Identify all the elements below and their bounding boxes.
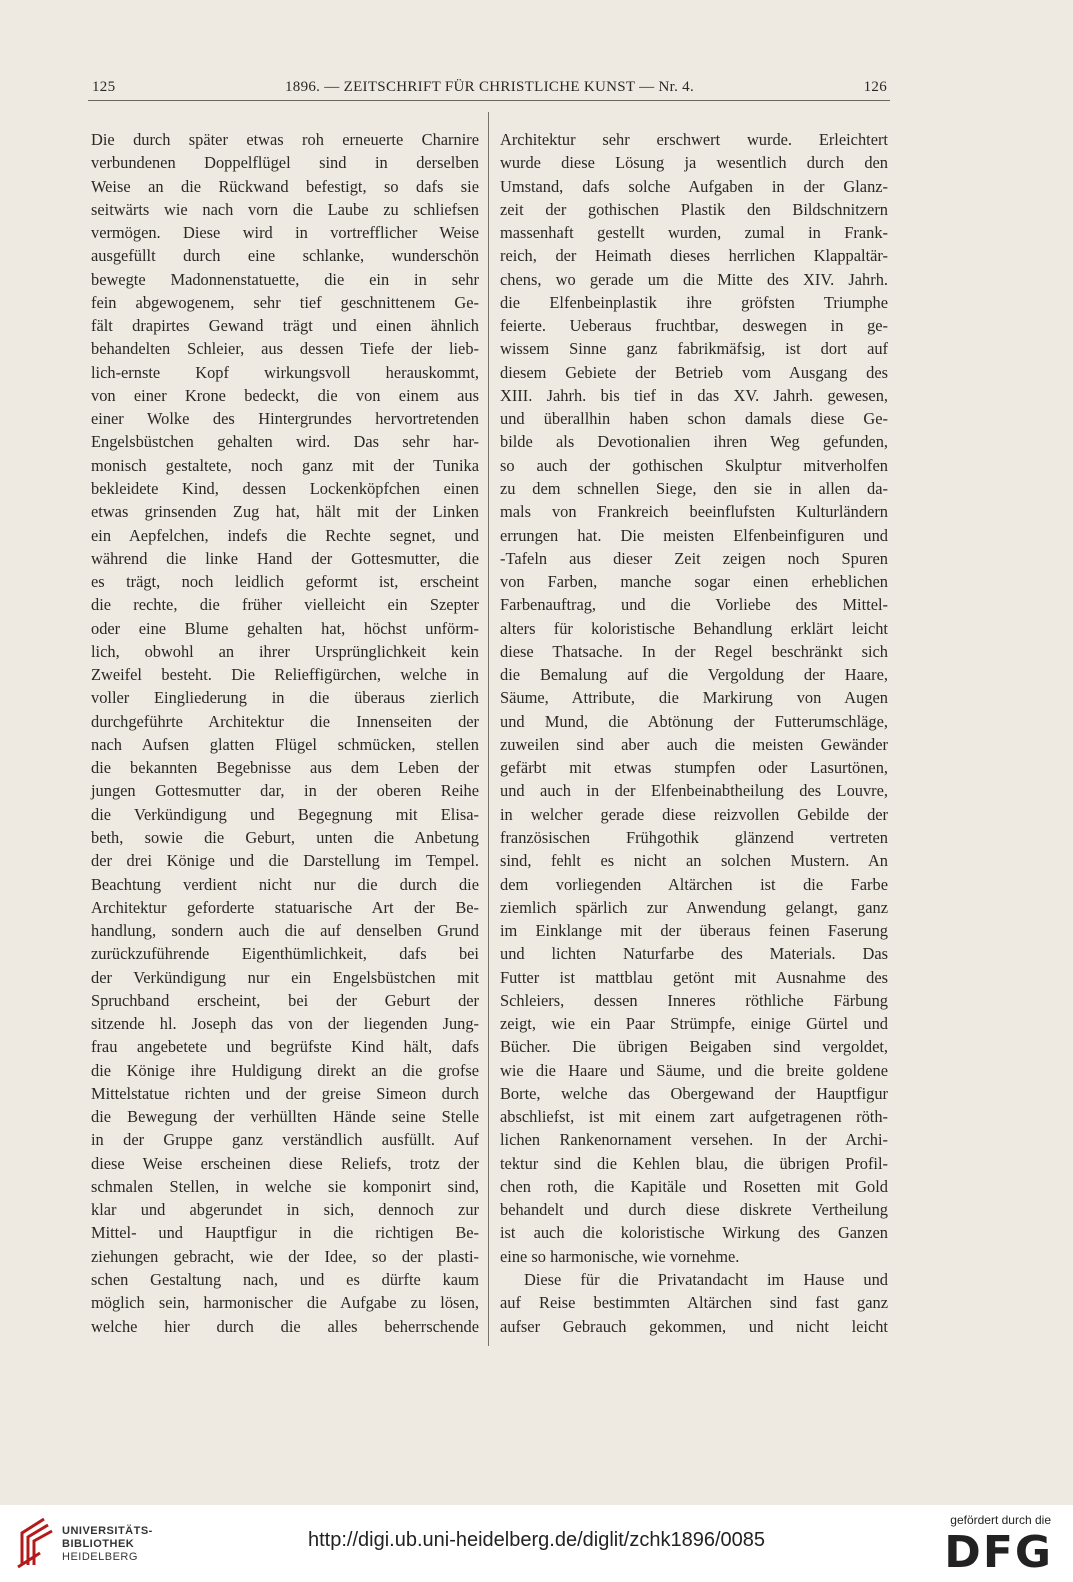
library-name-line1: UNIVERSITÄTS- — [62, 1525, 153, 1537]
text-line: und auch in der Elfenbeinabtheilung des Louvre, — [500, 781, 888, 801]
text-line: Schleiers, dessen Inneres röthliche Färbung — [500, 990, 888, 1010]
text-line: klar und abgerundet in sich, dennoch zur — [91, 1200, 479, 1220]
text-line: zuweilen sind aber auch die meisten Gewänder — [500, 734, 888, 754]
text-line: die Bewegung der verhüllten Hände seine Stelle — [91, 1107, 479, 1127]
text-line: Architektur geforderte statuarische Art der Be- — [91, 897, 479, 917]
text-line: Zweifel besteht. Die Relieffigürchen, welche in — [91, 665, 479, 685]
text-line: handlung, sondern auch die auf denselben Grund — [91, 921, 479, 941]
text-line: französischen Frühgothik glänzend vertreten — [500, 827, 888, 847]
text-line: durchgeführte Architektur die Innenseiten der — [91, 711, 479, 731]
text-line: ziemlich spärlich zur Anwendung gelangt, ganz — [500, 897, 888, 917]
text-line: Futter ist mattblau getönt mit Ausnahme des — [500, 967, 888, 987]
text-line: so auch der gothischen Skulptur mitverholfen — [500, 455, 888, 475]
dfg-logo: DFG — [944, 1527, 1053, 1578]
text-line: Mittel- und Hauptfigur in die richtigen Be- — [91, 1223, 479, 1243]
text-line: -Tafeln aus dieser Zeit zeigen noch Spuren — [500, 548, 888, 568]
text-line: etwas grinsenden Zug hat, hält mit der Linken — [91, 502, 479, 522]
text-line: monisch gestaltete, noch ganz mit der Tunika — [91, 455, 479, 475]
text-line: chen roth, die Kapitäle und Rosetten mit Gold — [500, 1176, 888, 1196]
text-line: möglich sein, harmonischer die Aufgabe zu lösen, — [91, 1293, 479, 1313]
text-line: sitzende hl. Joseph das von der liegenden Jung- — [91, 1014, 479, 1034]
text-line: zu dem schnellen Siege, den sie in allen da- — [500, 478, 888, 498]
text-line: auf Reise bestimmten Altärchen sind fast ganz — [500, 1293, 888, 1313]
text-line: eine so harmonische, wie vornehme. — [500, 1246, 740, 1266]
running-header — [92, 76, 887, 98]
text-line: ziehungen gebracht, wie der Idee, so der plasti- — [91, 1246, 479, 1266]
text-line: bekleidete Kind, dessen Lockenköpfchen einen — [91, 478, 479, 498]
text-line: Borte, welche das Obergewand der Hauptfigur — [500, 1083, 888, 1103]
text-line: fält drapirtes Gewand trägt und einen ähnlich — [91, 316, 479, 336]
text-line: feierte. Ueberaus fruchtbar, deswegen in ge- — [500, 316, 888, 336]
footer-bar — [0, 1505, 1073, 1582]
text-line: diesem Gebiete der Betrieb vom Ausgang des — [500, 362, 888, 382]
text-line: wurde diese Lösung ja wesentlich durch den — [500, 153, 888, 173]
text-line: abschliefst, ist mit einem zart aufgetragenen röth- — [500, 1107, 888, 1127]
text-line: der drei Könige und die Darstellung im Tempel. — [91, 851, 479, 871]
text-line: Umstand, dafs solche Aufgaben in der Glanz- — [500, 176, 888, 196]
text-line: fein abgewogenem, sehr tief geschnittenem Ge- — [91, 292, 479, 312]
text-line: Spruchband erscheint, bei der Geburt der — [91, 990, 479, 1010]
text-line: voller Eingliederung in die überaus zierlich — [91, 688, 479, 708]
permalink-url[interactable]: http://digi.ub.uni-heidelberg.de/diglit/zchk1896/0085 — [308, 1529, 765, 1551]
text-line: Die durch später etwas roh erneuerte Charnire — [91, 130, 479, 149]
library-name-line3: HEIDELBERG — [62, 1551, 138, 1563]
text-line: in welcher gerade diese reizvollen Gebilde der — [500, 804, 888, 824]
text-line: beth, sowie die Geburt, unten die Anbetung — [91, 827, 479, 847]
text-line: dem vorliegenden Altärchen ist die Farbe — [500, 874, 888, 894]
left-column — [91, 128, 479, 1338]
page-number-left: 125 — [92, 79, 116, 95]
text-line: Mittelstatue richten und der greise Simeon durch — [91, 1083, 479, 1103]
running-title: 1896. — ZEITSCHRIFT FÜR CHRISTLICHE KUNST — Nr. 4. — [284, 79, 695, 95]
text-line: zeigt, wie ein Paar Strümpfe, einige Gürtel und — [500, 1014, 888, 1034]
text-line: und überallhin haben schon damals diese Ge- — [500, 409, 888, 429]
text-line: massenhaft gestellt wurden, zumal in Frank- — [500, 223, 888, 243]
text-line: zurückzuführende Eigenthümlichkeit, dafs bei — [91, 944, 479, 964]
text-line: behandelt und durch diese diskrete Vertheilung — [500, 1200, 888, 1220]
text-line: die rechte, die früher vielleicht ein Szepter — [91, 595, 479, 615]
column-divider — [488, 112, 489, 1346]
text-line: der Verkündigung nur ein Engelsbüstchen mit — [91, 967, 479, 987]
text-line: und Mund, die Abtönung der Futterumschläge, — [500, 711, 888, 731]
text-line: lich, obwohl an ihrer Ursprünglichkeit kein — [91, 641, 479, 661]
text-line: die Elfenbeinplastik ihre gröfsten Triumphe — [500, 292, 888, 312]
text-line: Farbenauftrag, und die Vorliebe des Mittel- — [500, 595, 888, 615]
text-line: von Farben, manche sogar einen erheblichen — [500, 572, 888, 592]
text-line: ein Aepfelchen, indefs die Rechte segnet, und — [91, 525, 479, 545]
text-line: bewegte Madonnenstatuette, die ein in sehr — [91, 269, 479, 289]
text-line: behandelten Schleier, aus dessen Tiefe der lieb- — [91, 339, 479, 359]
text-line: die Könige ihre Huldigung direkt an die grofse — [91, 1060, 479, 1080]
text-line: oder eine Blume gehalten hat, höchst unförm- — [91, 618, 479, 638]
text-line: gefärbt mit etwas stumpfen oder Lasurtönen, — [500, 758, 888, 778]
text-line: ausgefüllt durch eine schlanke, wunderschön — [91, 246, 479, 266]
text-line: von einer Krone bedeckt, die von einem aus — [91, 385, 479, 405]
header-rule — [88, 100, 890, 101]
text-line: tektur sind die Kehlen blau, die übrigen Profil- — [500, 1153, 888, 1173]
text-line: die bekannten Begebnisse aus dem Leben der — [91, 758, 479, 778]
text-line: zeit der gothischen Plastik den Bildschnitzern — [500, 199, 888, 219]
text-line: schmalen Stellen, in welche sie komponirt sind, — [91, 1176, 479, 1196]
text-line: während die linke Hand der Gottesmutter, die — [91, 548, 479, 568]
text-line: diese Weise erscheinen diese Reliefs, trotz der — [91, 1153, 479, 1173]
text-line: bilde als Devotionalien ihren Weg gefunden, — [500, 432, 888, 452]
text-line: jungen Gottesmutter dar, in der oberen Reihe — [91, 781, 479, 801]
text-line: mals von Frankreich beeinflufsten Kulturländern — [500, 502, 888, 522]
text-line: einer Wolke des Hintergrundes hervortretenden — [91, 409, 479, 429]
text-line: im Einklange mit der überaus feinen Faserung — [500, 921, 888, 941]
text-line: ist auch die koloristische Wirkung des Ganzen — [500, 1223, 888, 1243]
text-line: wissem Sinne ganz fabrikmäfsig, ist dort auf — [500, 339, 888, 359]
text-line: alters für koloristische Behandlung erklärt leicht — [500, 618, 888, 638]
text-line: Weise an die Rückwand befestigt, so dafs sie — [91, 176, 479, 196]
text-line: Diese für die Privatandacht im Hause und — [524, 1270, 888, 1290]
text-line: Beachtung verdient nicht nur die durch die — [91, 874, 479, 894]
text-line: lichen Rankenornament versehen. In der Archi- — [500, 1130, 888, 1150]
text-line: die Verkündigung und Begegnung mit Elisa- — [91, 804, 479, 824]
text-line: reich, der Heimath dieses herrlichen Klappaltär- — [500, 246, 888, 266]
text-line: Säume, Attribute, die Markirung von Augen — [500, 688, 888, 708]
text-line: frau angebetete und begrüfste Kind hält, dafs — [91, 1037, 479, 1057]
text-line: aufser Gebrauch gekommen, und nicht leicht — [500, 1316, 888, 1336]
funder-caption: gefördert durch die — [950, 1513, 1051, 1527]
text-line: lich-ernste Kopf wirkungsvoll herauskommt, — [91, 362, 479, 382]
text-line: schen Gestaltung nach, und es dürfte kaum — [91, 1270, 479, 1290]
text-line: vermögen. Diese wird in vortrefflicher Weise — [91, 223, 479, 243]
text-line: welche hier durch die alles beherrschende — [91, 1316, 479, 1336]
text-line: verbundenen Doppelflügel sind in derselben — [91, 153, 479, 173]
text-line: wie die Haare und Säume, und die breite goldene — [500, 1060, 888, 1080]
text-line: die Bemalung auf die Vergoldung der Haare, — [500, 665, 888, 685]
library-name-line2: BIBLIOTHEK — [62, 1538, 135, 1550]
text-line: seitwärts wie nach vorn die Laube zu schliefsen — [91, 199, 479, 219]
text-line: Engelsbüstchen gehalten wird. Das sehr har- — [91, 432, 479, 452]
text-line: sind, fehlt es nicht an solchen Mustern. An — [500, 851, 888, 871]
right-column — [500, 128, 888, 1338]
text-line: diese Thatsache. In der Regel beschränkt sich — [500, 641, 888, 661]
page-number-right: 126 — [863, 79, 887, 95]
text-line: Architektur sehr erschwert wurde. Erleichtert — [500, 130, 888, 149]
text-line: in der Gruppe ganz verständlich ausfüllt. Auf — [91, 1130, 479, 1150]
text-line: nach Aufsen glatten Flügel schmücken, stellen — [91, 734, 479, 754]
text-line: chens, wo gerade um die Mitte des XIV. Jahrh. — [500, 269, 888, 289]
text-line: errungen hat. Die meisten Elfenbeinfiguren und — [500, 525, 888, 545]
text-line: Bücher. Die übrigen Beigaben sind vergoldet, — [500, 1037, 888, 1057]
text-line: XIII. Jahrh. bis tief in das XV. Jahrh. gewesen, — [500, 385, 888, 405]
text-line: und lichten Naturfarbe des Materials. Das — [500, 944, 888, 964]
text-line: es trägt, noch leidlich geformt ist, erscheint — [91, 572, 479, 592]
